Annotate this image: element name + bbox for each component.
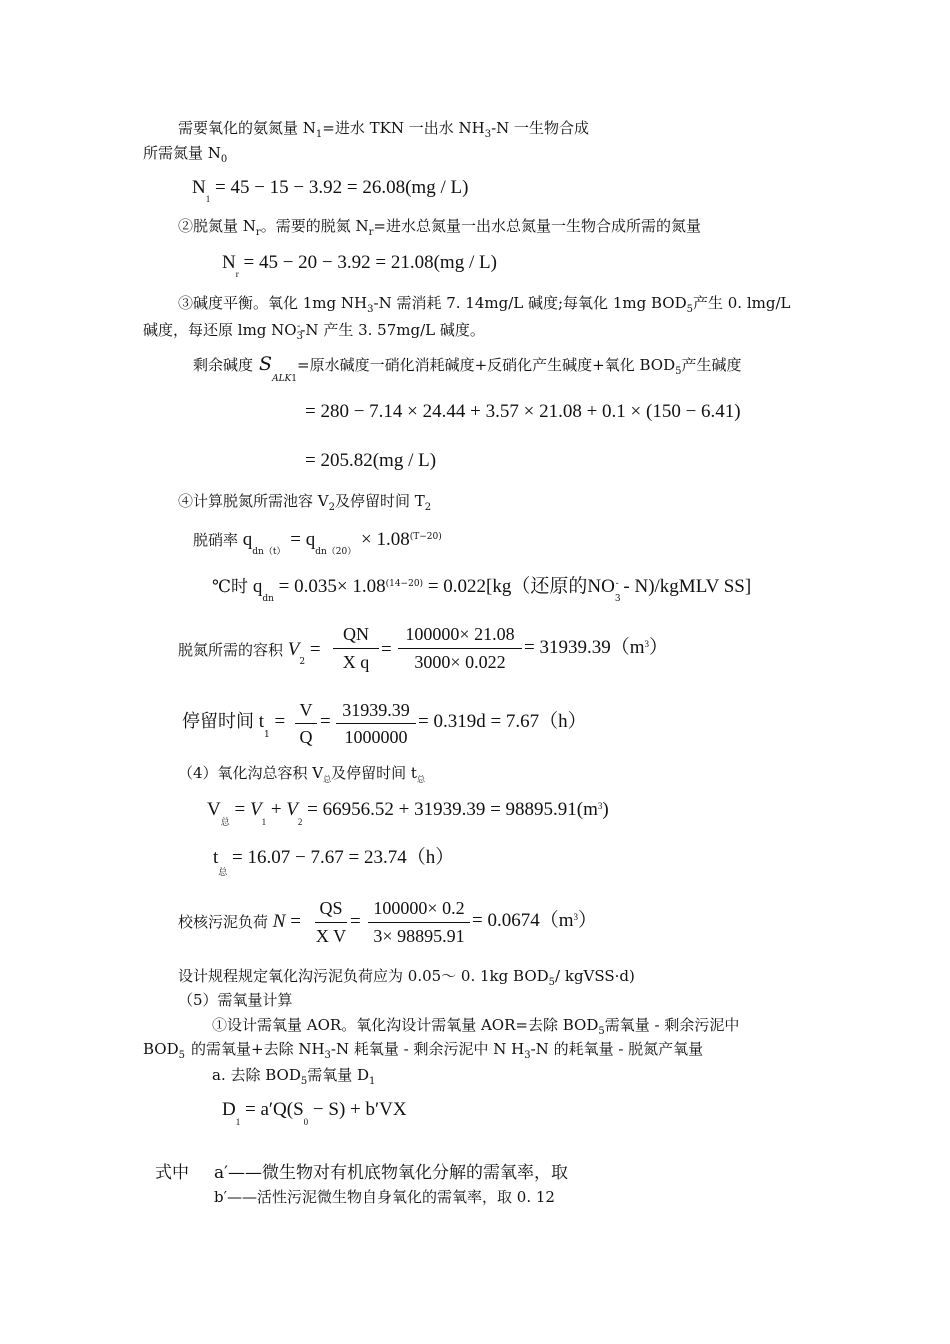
fraction-numerator: QN — [343, 624, 369, 644]
text-line: b′——活性污泥微生物自身氧化的需氧率，取 0. 12 — [214, 1188, 555, 1206]
text-line: 剩余碱度 $S_{ALK1}=$原水碱度一硝化消耗碱度+反硝化产生碱度+氧化 $BOD_5$产生碱度 — [193, 353, 742, 384]
fraction-numerator: 100000× 0.2 — [373, 898, 465, 918]
fraction-numerator: 31939.39 — [342, 700, 410, 720]
fraction-bar — [398, 648, 522, 649]
result-t1: = 0.319d = 7.67（h） — [418, 711, 587, 732]
fraction-bar — [336, 723, 416, 724]
text-line: a′——微生物对有机底物氧化分解的需氧率，取 — [214, 1163, 568, 1183]
equals: = — [381, 639, 392, 660]
label-t1: 停留时间 $t_1$ = — [182, 711, 286, 740]
fraction-denominator: X q — [342, 652, 370, 672]
fraction-bar — [368, 922, 470, 923]
text-line: 设计规程规定氧化沟污泥负荷应为 0.05～ 0. 1kg $BOD_5/$ kgVSS·d) — [178, 967, 635, 988]
section-heading: （5）需氧量计算 — [178, 991, 293, 1009]
fraction-numerator: QS — [319, 898, 343, 918]
text-line: 碱度，每还原 lmg $NO_3^--N$ 产生 3. 57mg/L 碱度。 — [143, 321, 485, 342]
text-line: ①设计需氧量 AOR。氧化沟设计需氧量 AOR=去除 $BOD_5$需氧量 - 剩余污泥中 — [212, 1016, 740, 1037]
text-line: 需要氧化的氨氮量 $N_1=$进水 TKN 一出水 $NH_3-N$ 一生物合成 — [178, 119, 590, 140]
label-v2: 脱氮所需的容积 $V_2$ = — [178, 639, 321, 667]
equation-v-total: $V_总 = V_1 + V_2 = 66956.52 + 31939.39 = 98895.91(m^3)$ — [207, 799, 609, 827]
equation-alk-1: = 280 − 7.14 × 24.44 + 3.57 × 21.08 + 0.1 × (150 − 6.41) — [305, 401, 741, 422]
result-n-load: = $0.0674(m^3)$ — [472, 910, 598, 931]
formula-qdn: 脱硝率 $q_{dn(t)} = q_{dn(20)} \times 1.08^{(T-20)}$ — [193, 529, 442, 557]
text-line: a. 去除 $BOD_5$需氧量 $D_1$ — [212, 1066, 376, 1087]
formula-qdn-value: ℃时 $q_{dn} = 0.035\times 1.08^{(14-20)} = 0.022[kg$（还原的$NO_3^-$ - N)/kgMLV SS] — [212, 576, 752, 604]
equation-alk-2: = 205.82(mg / L) — [305, 450, 437, 471]
label-n-load: 校核污泥负荷 N = — [178, 911, 301, 932]
text-line: 所需氮量 $N_0$ — [143, 144, 228, 165]
text-line: ②脱氮量 $N_r$。需要的脱氮 $N_r=$进水总氮量一出水总氮量一生物合成所需的氮量 — [178, 217, 701, 238]
fraction-denominator: X V — [315, 926, 347, 946]
equation-t-total: $t_总 = 16.07 - 7.67 = 23.74(h)$ — [213, 847, 455, 877]
equation-nr: $N_r = 45 - 20 - 3.92 = 21.08(mg / L)$ — [222, 252, 497, 279]
fraction-bar — [315, 922, 347, 923]
text-line: ③碱度平衡。氧化 1mg $NH_3-N$ 需消耗 7. 14mg/L 碱度;每氧化 1mg $BOD_5$产生 0. lmg/L — [178, 294, 791, 315]
fraction-denominator: 1000000 — [344, 727, 408, 747]
text-line: ④计算脱氮所需池容 $V_2$及停留时间 $T_2$ — [178, 492, 432, 513]
fraction-numerator: 100000× 21.08 — [405, 624, 515, 644]
fraction-denominator: 3000× 0.022 — [414, 652, 506, 672]
fraction-denominator: 3× 98895.91 — [373, 926, 465, 946]
equation-d1: $D_1 = a'Q(S_0 - S) + b'VX$ — [222, 1099, 407, 1127]
text-line: （4）氧化沟总容积 $V_总$及停留时间 $t_总$ — [178, 764, 425, 784]
fraction-denominator: Q — [299, 727, 313, 747]
fraction-bar — [333, 648, 379, 649]
result-v2: = $31939.39(m^3)$ — [524, 637, 669, 658]
equals: = — [320, 711, 331, 732]
fraction-numerator: V — [299, 700, 313, 720]
text-line: $BOD_5$ 的需氧量+去除 $NH_3-N$ 耗氧量 - 剩余污泥中 N $H_3-N$ 的耗氧量 - 脱氮产氧量 — [143, 1040, 704, 1061]
equals: = — [350, 911, 361, 932]
equation-n1: $N_1 = 45 - 15 - 3.92 = 26.08(mg / L)$ — [192, 177, 469, 204]
text-line: 式中 — [155, 1163, 189, 1183]
fraction-bar — [295, 723, 317, 724]
